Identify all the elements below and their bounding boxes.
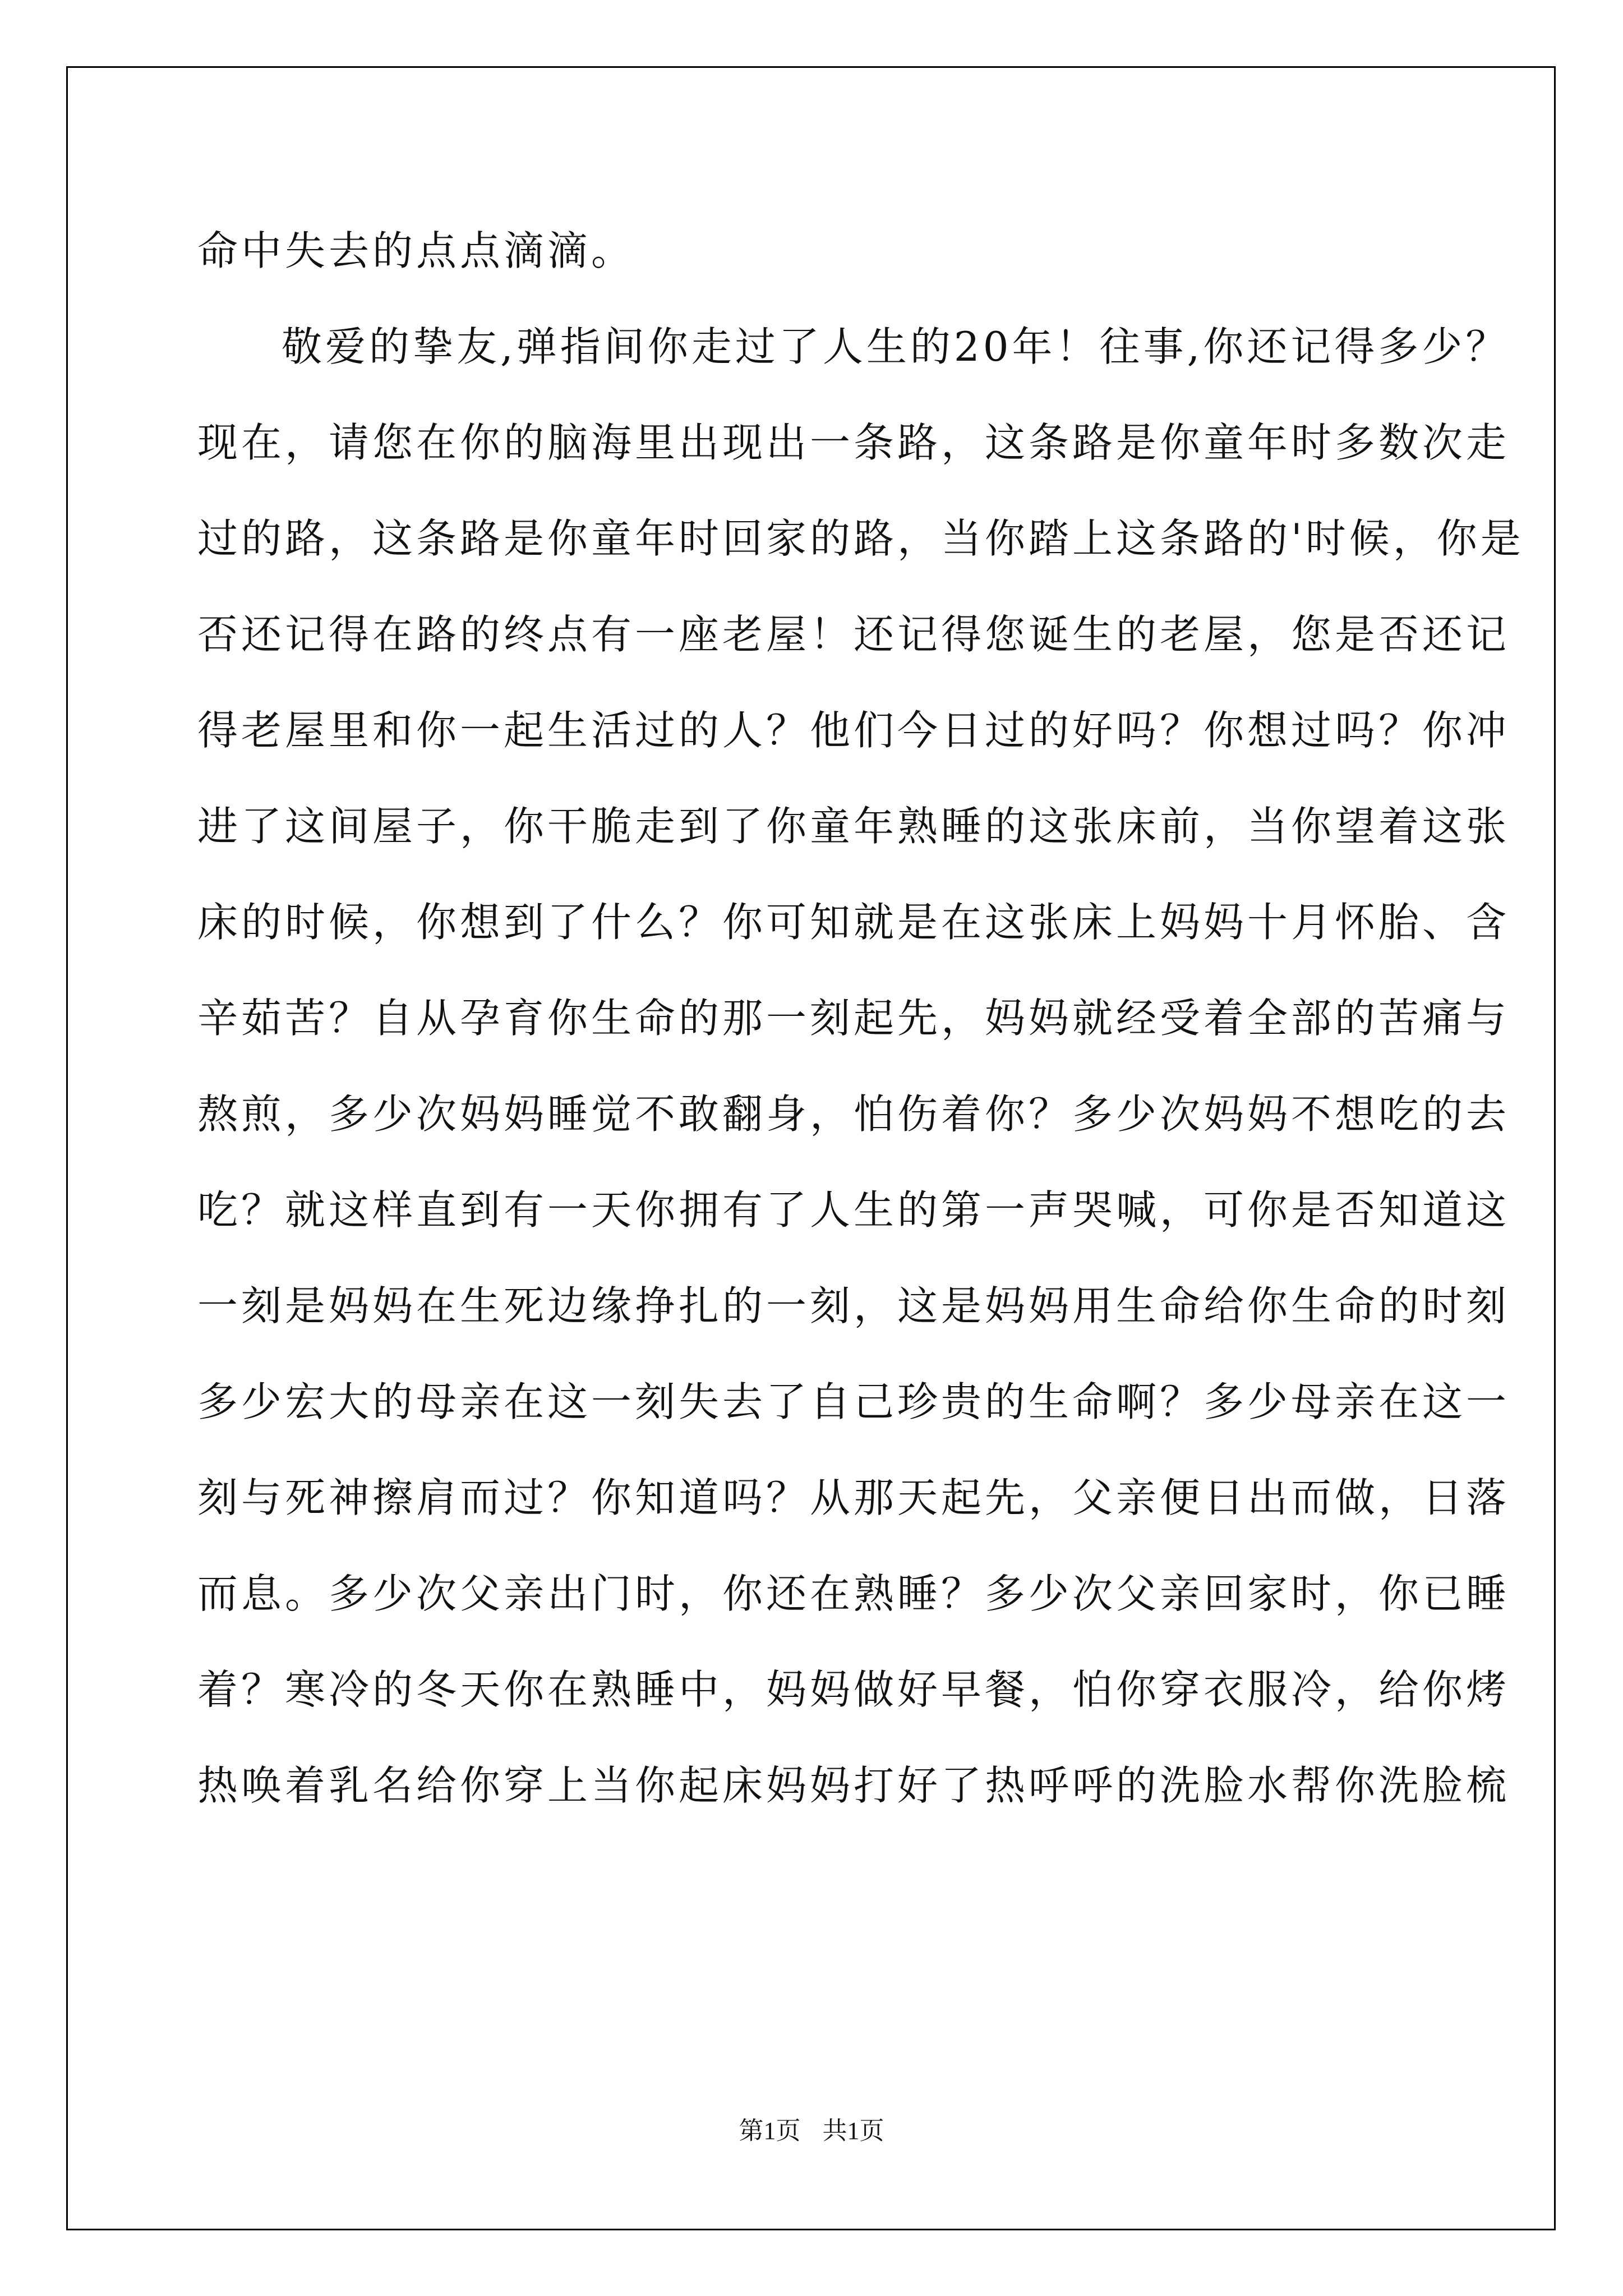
paragraph-start-line: 敬爱的挚友,弹指间你走过了人生的20年！往事,你还记得多少？ — [282, 323, 1510, 370]
page-footer — [0, 2110, 1623, 2146]
text-line: 进了这间屋子，你干脆走到了你童年熟睡的这张床前，当你望着这张 — [197, 803, 1510, 850]
text-line: 刻与死神擦肩而过？你知道吗？从那天起先，父亲便日出而做，日落 — [197, 1474, 1510, 1521]
page-total: 共1页 — [822, 2117, 884, 2145]
document-body — [197, 203, 1524, 1834]
text-line: 否还记得在路的终点有一座老屋！还记得您诞生的老屋，您是否还记 — [197, 611, 1510, 658]
text-line: 多少宏大的母亲在这一刻失去了自己珍贵的生命啊？多少母亲在这一 — [197, 1378, 1510, 1425]
page-number: 第1页 — [739, 2117, 801, 2145]
text-line: 过的路，这条路是你童年时回家的路，当你踏上这条路的'时候，你是 — [197, 515, 1524, 562]
text-line: 床的时候，你想到了什么？你可知就是在这张床上妈妈十月怀胎、含 — [197, 899, 1510, 946]
text-line: 而息。多少次父亲出门时，你还在熟睡？多少次父亲回家时，你已睡 — [197, 1570, 1510, 1617]
text-line: 吃？就这样直到有一天你拥有了人生的第一声哭喊，可你是否知道这 — [197, 1186, 1510, 1234]
text-line: 现在，请您在你的脑海里出现出一条路，这条路是你童年时多数次走 — [197, 419, 1510, 466]
text-line: 一刻是妈妈在生死边缘挣扎的一刻，这是妈妈用生命给你生命的时刻 — [197, 1282, 1510, 1329]
text-line: 热唤着乳名给你穿上当你起床妈妈打好了热呼呼的洗脸水帮你洗脸梳 — [197, 1762, 1510, 1809]
text-line: 命中失去的点点滴滴。 — [197, 227, 635, 274]
text-line: 得老屋里和你一起生活过的人？他们今日过的好吗？你想过吗？你冲 — [197, 707, 1510, 754]
text-line: 熬煎，多少次妈妈睡觉不敢翻身，怕伤着你？多少次妈妈不想吃的去 — [197, 1091, 1510, 1138]
text-line: 辛茹苦？自从孕育你生命的那一刻起先，妈妈就经受着全部的苦痛与 — [197, 995, 1510, 1042]
text-line: 着？寒冷的冬天你在熟睡中，妈妈做好早餐，怕你穿衣服冷，给你烤 — [197, 1666, 1510, 1713]
